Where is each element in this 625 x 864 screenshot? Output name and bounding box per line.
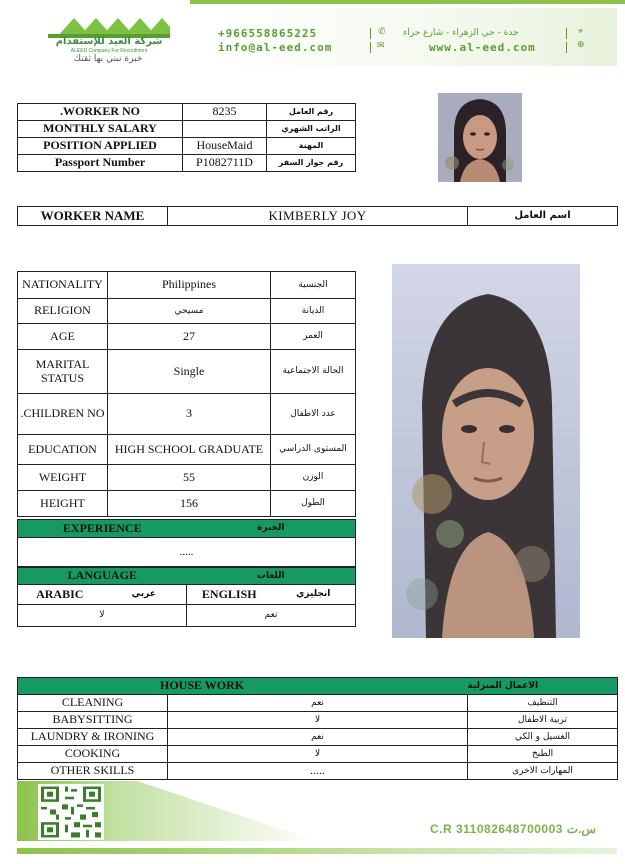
table-row [18, 104, 356, 121]
arabic-label: ARABIC [18, 585, 102, 605]
babysitting-label-ar: تربية الاطفال [468, 712, 618, 729]
house-work-label-ar: الاعمال المنزلية [468, 678, 618, 695]
salary-label: MONTHLY SALARY [18, 121, 183, 138]
nationality-label-ar: الجنسية [271, 272, 356, 299]
height-value: 156 [108, 491, 271, 517]
passport-label: Passport Number [18, 155, 183, 172]
language-label-ar: اللغات [187, 568, 356, 585]
english-label-ar: انجليزي [272, 585, 356, 605]
laundry-label-ar: الغسيل و الكي [468, 729, 618, 746]
divider [566, 42, 567, 53]
mail-icon: ✉ [377, 41, 385, 51]
cooking-label-ar: الطبخ [468, 746, 618, 763]
salary-label-ar: الراتب الشهري [267, 121, 356, 138]
worker-details-table [17, 271, 356, 517]
company-name-english: ALEED Company For Recruitment [70, 48, 148, 54]
other-skills-label-ar: المهارات الاخرى [468, 763, 618, 780]
table-row [18, 272, 356, 299]
header-accent-band [190, 0, 625, 4]
table-row [18, 746, 618, 763]
babysitting-value: لا [168, 712, 468, 729]
table-row [18, 729, 618, 746]
company-logo-icon [48, 16, 170, 38]
position-value: HouseMaid [183, 138, 267, 155]
worker-name-label: WORKER NAME [18, 207, 168, 226]
worker-no-value: 8235 [183, 104, 267, 121]
weight-value: 55 [108, 465, 271, 491]
table-row [18, 605, 356, 627]
company-tagline: خبرة نبني بها ثقتك [73, 54, 143, 64]
nationality-label: NATIONALITY [18, 272, 108, 299]
passport-value: P1082711D [183, 155, 267, 172]
table-row [18, 585, 356, 605]
table-row [18, 324, 356, 350]
section-header [18, 520, 356, 538]
worker-name-value: KIMBERLY JOY [168, 207, 468, 226]
letterhead [0, 0, 625, 72]
education-value: HIGH SCHOOL GRADUATE [108, 435, 271, 465]
english-label: ENGLISH [187, 585, 272, 605]
cleaning-label: CLEANING [18, 695, 168, 712]
table-row [18, 538, 356, 567]
section-header [18, 678, 618, 695]
worker-no-label: .WORKER NO [18, 104, 183, 121]
arabic-label-ar: عربي [102, 585, 187, 605]
email-address: info@al-eed.com [218, 41, 333, 54]
experience-table [17, 519, 356, 567]
education-label-ar: المستوى الدراسي [271, 435, 356, 465]
table-row [18, 763, 618, 780]
table-row [18, 350, 356, 394]
passport-photo [438, 93, 522, 182]
cooking-value: لا [168, 746, 468, 763]
table-row [18, 138, 356, 155]
website-url: www.al-eed.com [429, 41, 536, 54]
salary-value [183, 121, 267, 138]
whatsapp-icon: ✆ [378, 27, 386, 37]
marital-status-value: Single [108, 350, 271, 394]
children-label: .CHILDREN NO [18, 394, 108, 435]
age-value: 27 [108, 324, 271, 350]
cleaning-value: نعم [168, 695, 468, 712]
laundry-label: LAUNDRY & IRONING [18, 729, 168, 746]
globe-icon: ⊕ [577, 40, 585, 50]
portrait-image [392, 264, 580, 638]
company-name-arabic: شركة العيد للإستقدام [55, 36, 163, 47]
babysitting-label: BABYSITTING [18, 712, 168, 729]
table-row [18, 695, 618, 712]
house-work-table [17, 677, 618, 780]
table-row [18, 155, 356, 172]
divider [370, 42, 371, 53]
religion-value: مسيحي [108, 299, 271, 324]
house-work-label: HOUSE WORK [18, 678, 468, 695]
marital-status-label-ar: الحالة الاجتماعية [271, 350, 356, 394]
children-label-ar: عدد الاطفال [271, 394, 356, 435]
laundry-value: نعم [168, 729, 468, 746]
nationality-value: Philippines [108, 272, 271, 299]
religion-label: RELIGION [18, 299, 108, 324]
cleaning-label-ar: التنظيف [468, 695, 618, 712]
children-value: 3 [108, 394, 271, 435]
qr-code-icon [38, 784, 104, 840]
arabic-value: لا [18, 605, 187, 627]
marital-status-label: MARITAL STATUS [18, 350, 108, 394]
table-row [18, 299, 356, 324]
english-value: نعم [187, 605, 356, 627]
section-header [18, 568, 356, 585]
table-row [18, 394, 356, 435]
age-label-ar: العمر [271, 324, 356, 350]
language-label: LANGUAGE [18, 568, 187, 585]
education-label: EDUCATION [18, 435, 108, 465]
weight-label-ar: الوزن [271, 465, 356, 491]
experience-label: EXPERIENCE [18, 520, 187, 538]
phone-number: +966558865225 [218, 27, 318, 40]
divider [566, 28, 567, 39]
experience-value: ..... [18, 538, 356, 567]
worker-summary-table [17, 103, 356, 172]
table-row [18, 712, 618, 729]
age-label: AGE [18, 324, 108, 350]
worker-name-label-ar: اسم العامل [468, 207, 618, 226]
worker-name-table [17, 206, 618, 226]
other-skills-label: OTHER SKILLS [18, 763, 168, 780]
passport-label-ar: رقم جواز السفر [267, 155, 356, 172]
table-row [18, 121, 356, 138]
full-photo [392, 264, 580, 638]
table-row [18, 207, 618, 226]
portrait-image [438, 93, 522, 182]
religion-label-ar: الديانة [271, 299, 356, 324]
table-row [18, 435, 356, 465]
experience-label-ar: الخبرة [187, 520, 356, 538]
height-label: HEIGHT [18, 491, 108, 517]
position-label-ar: المهنة [267, 138, 356, 155]
commercial-registration: C.R 311082648700003 س.ت [430, 822, 597, 836]
position-label: POSITION APPLIED [18, 138, 183, 155]
weight-label: WEIGHT [18, 465, 108, 491]
location-icon: ⌖ [578, 27, 584, 37]
worker-no-label-ar: رقم العامل [267, 104, 356, 121]
footer-bar [17, 848, 617, 854]
address-arabic: جدة - حي الزهراء - شارع حراء [403, 28, 519, 38]
cooking-label: COOKING [18, 746, 168, 763]
table-row [18, 465, 356, 491]
height-label-ar: الطول [271, 491, 356, 517]
divider [370, 28, 371, 39]
table-row [18, 491, 356, 517]
other-skills-value: ..... [168, 763, 468, 780]
language-table [17, 567, 356, 627]
